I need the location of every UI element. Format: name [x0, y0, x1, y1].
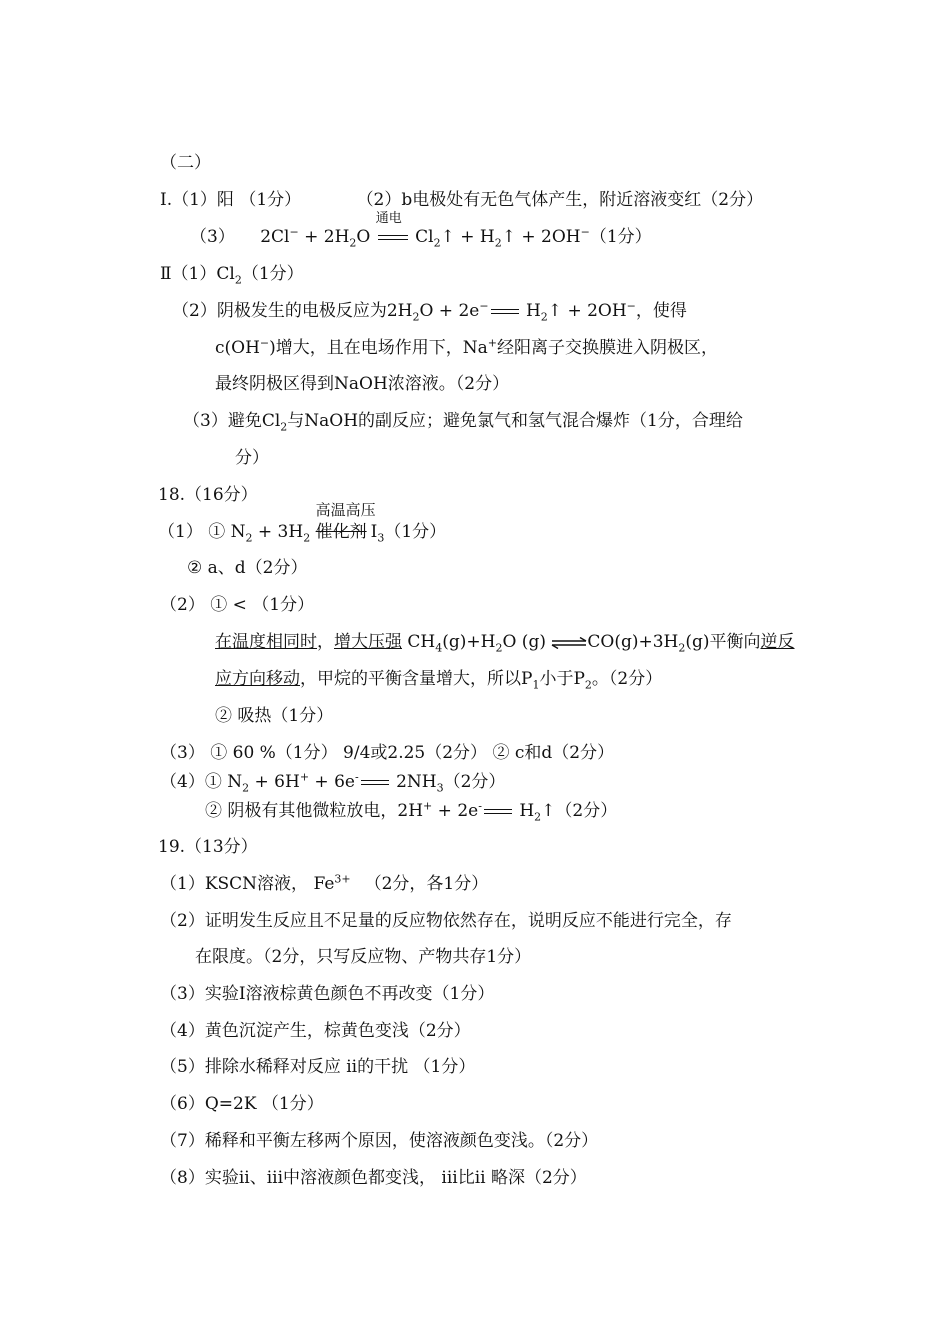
answer-19-8: （8）实验ii、iii中溶液颜色都变浅， iii比ii 略深（2分）: [160, 1168, 587, 1188]
answer-18-2: （2） ① < （1分）: [160, 595, 315, 615]
equation-text: ↑ + H: [440, 227, 495, 247]
reversible-arrow-icon: [551, 637, 587, 649]
answer-II-2-line2: [215, 337, 718, 359]
text: ↑ + 2OH: [547, 301, 627, 321]
superscript: −: [580, 225, 590, 239]
text: (g)+H: [442, 632, 496, 652]
text: （1）KSCN溶液， Fe: [160, 874, 335, 894]
answer-18-1-2: ② a、d（2分）: [187, 558, 308, 578]
subscript: 2: [584, 678, 592, 692]
answer-19-7: （7）稀释和平衡左移两个原因，使溶液颜色变浅。（2分）: [160, 1131, 599, 1151]
text: O + 2e: [419, 301, 480, 321]
answer-II-1: [160, 263, 304, 285]
score: （1分）: [589, 227, 652, 247]
answer-18-2-2: ② 吸热（1分）: [215, 706, 334, 726]
score: （1分）: [384, 522, 447, 542]
equals-sign: [484, 809, 512, 814]
equation-text: ↑ + 2OH: [501, 227, 581, 247]
text: ↑（2分）: [541, 801, 618, 821]
reaction-condition: [315, 501, 376, 543]
text: 。（2分）: [591, 669, 663, 689]
score: （2分）: [443, 772, 506, 792]
answer-19-6: （6）Q=2K （1分）: [160, 1094, 324, 1114]
answer-19-1: [160, 873, 488, 895]
text: ，使得: [635, 301, 687, 321]
answer-II-2: [172, 300, 687, 322]
text: 2NH: [390, 772, 437, 792]
subscript: 2: [433, 236, 441, 250]
subscript: 2: [280, 420, 288, 434]
text: （4）① N: [160, 772, 243, 792]
superscript: 3+: [334, 872, 351, 886]
subscript: 1: [532, 678, 540, 692]
section-title: （二）: [160, 153, 211, 173]
text: O (g): [502, 632, 546, 652]
equation-text: + 2H: [298, 227, 350, 247]
text: H: [520, 301, 541, 321]
answer-19-4: （4）黄色沉淀产生，棕黄色变浅（2分）: [160, 1021, 471, 1041]
text: + 6H: [249, 772, 300, 792]
underlined-text: 应方向移动: [215, 669, 300, 689]
text: CO(g)+3H: [587, 632, 679, 652]
text: （2）阴极发生的电极反应为2H: [172, 301, 413, 321]
answer-I-1: [160, 189, 763, 211]
subscript: 2: [678, 641, 686, 655]
underlined-text: 增大压强: [334, 632, 402, 652]
answer-19-2: （2）证明发生反应且不足量的反应物依然存在，说明反应不能进行完全，存: [160, 911, 732, 931]
superscript: −: [479, 299, 489, 313]
answer-19-2-line2: 在限度。（2分，只写反应物、产物共存1分）: [195, 947, 532, 967]
subscript: 2: [349, 236, 357, 250]
underlined-text: 在温度相同时: [215, 632, 317, 652]
superscript: -: [478, 799, 482, 813]
superscript: −: [259, 336, 270, 350]
subscript: 3: [377, 531, 385, 545]
answer-I-2-text: （2）b电极处有无色气体产生，附近溶液变红（2分）: [356, 190, 764, 210]
condition-label: 通电: [375, 211, 402, 226]
answer-18-4: [160, 771, 505, 793]
text: c(OH: [215, 338, 260, 358]
answer-I-1-text: Ⅰ.（1）阳 （1分）: [160, 190, 302, 210]
subscript: 2: [234, 273, 242, 287]
answer-18-3: （3） ① 60 %（1分） 9/4或2.25（2分） ② c和d（2分）: [160, 743, 615, 763]
text: ，甲烷的平衡含量增大，所以P: [300, 669, 533, 689]
answer-18-2-line3: [215, 668, 662, 690]
subscript: 2: [412, 310, 420, 324]
text: 小于P: [539, 669, 585, 689]
subscript: 2: [242, 781, 250, 795]
text: ，: [317, 632, 334, 652]
text: 经阳离子交换膜进入阴极区，: [497, 338, 719, 358]
question-19-title: 19.（13分）: [158, 837, 258, 857]
superscript: +: [299, 770, 310, 784]
superscript: -: [354, 770, 359, 784]
condition-top-label: 高温高压: [315, 501, 376, 519]
superscript: −: [289, 225, 299, 239]
text: ② 阴极有其他微粒放电，2H: [205, 801, 424, 821]
subscript: 2: [494, 236, 502, 250]
text: （1） ① N: [158, 522, 246, 542]
equation-text: Cl: [409, 227, 434, 247]
equals-sign: [491, 309, 519, 314]
answer-18-2-line2: [215, 631, 795, 653]
condition-bottom-label: 催化剂: [315, 522, 367, 542]
superscript: +: [423, 799, 433, 813]
text: I: [370, 522, 378, 542]
subscript: 2: [245, 531, 253, 545]
answer-II-3: [183, 410, 743, 432]
subscript: 2: [495, 641, 503, 655]
text: + 2e: [432, 801, 479, 821]
reaction-condition: [375, 211, 410, 248]
subscript: 4: [435, 641, 443, 655]
text: 与NaOH的副反应；避免氯气和氢气混合爆炸（1分，合理给: [287, 411, 743, 431]
underlined-text: 逆反: [760, 632, 795, 652]
text: Ⅱ（1）Cl: [160, 264, 235, 284]
text: + 6e: [309, 772, 355, 792]
answer-I-3: [190, 211, 652, 250]
text: （3）避免Cl: [183, 411, 281, 431]
subscript: 2: [534, 810, 542, 824]
subscript: 2: [540, 310, 548, 324]
subscript: 3: [436, 781, 444, 795]
text: (g)平衡向: [685, 632, 761, 652]
text: CH: [402, 632, 436, 652]
superscript: −: [626, 299, 636, 313]
answer-19-3: （3）实验Ⅰ溶液棕黄色颜色不再改变（1分）: [160, 984, 495, 1004]
equals-sign: [361, 780, 389, 785]
text: )增大，且在电场作用下，Na: [269, 338, 488, 358]
equals-sign: [378, 235, 408, 240]
equation-text: O: [356, 227, 371, 247]
text: + 3H: [252, 522, 304, 542]
answer-18-4-2: [205, 800, 617, 822]
superscript: +: [487, 336, 498, 350]
score: （2分，各1分）: [364, 874, 489, 894]
answer-II-2-line3: 最终阴极区得到NaOH浓溶液。（2分）: [215, 374, 510, 394]
label: （3）: [190, 227, 235, 247]
equation-text: 2Cl: [260, 227, 290, 247]
question-18-title: 18.（16分）: [158, 485, 258, 505]
answer-18-1: [158, 501, 447, 545]
answer-19-5: （5）排除水稀释对反应 ii的干扰 （1分）: [160, 1057, 476, 1077]
text: H: [513, 801, 535, 821]
answer-II-3-line2: 分）: [235, 448, 269, 468]
subscript: 2: [303, 531, 311, 545]
score: （1分）: [241, 264, 304, 284]
